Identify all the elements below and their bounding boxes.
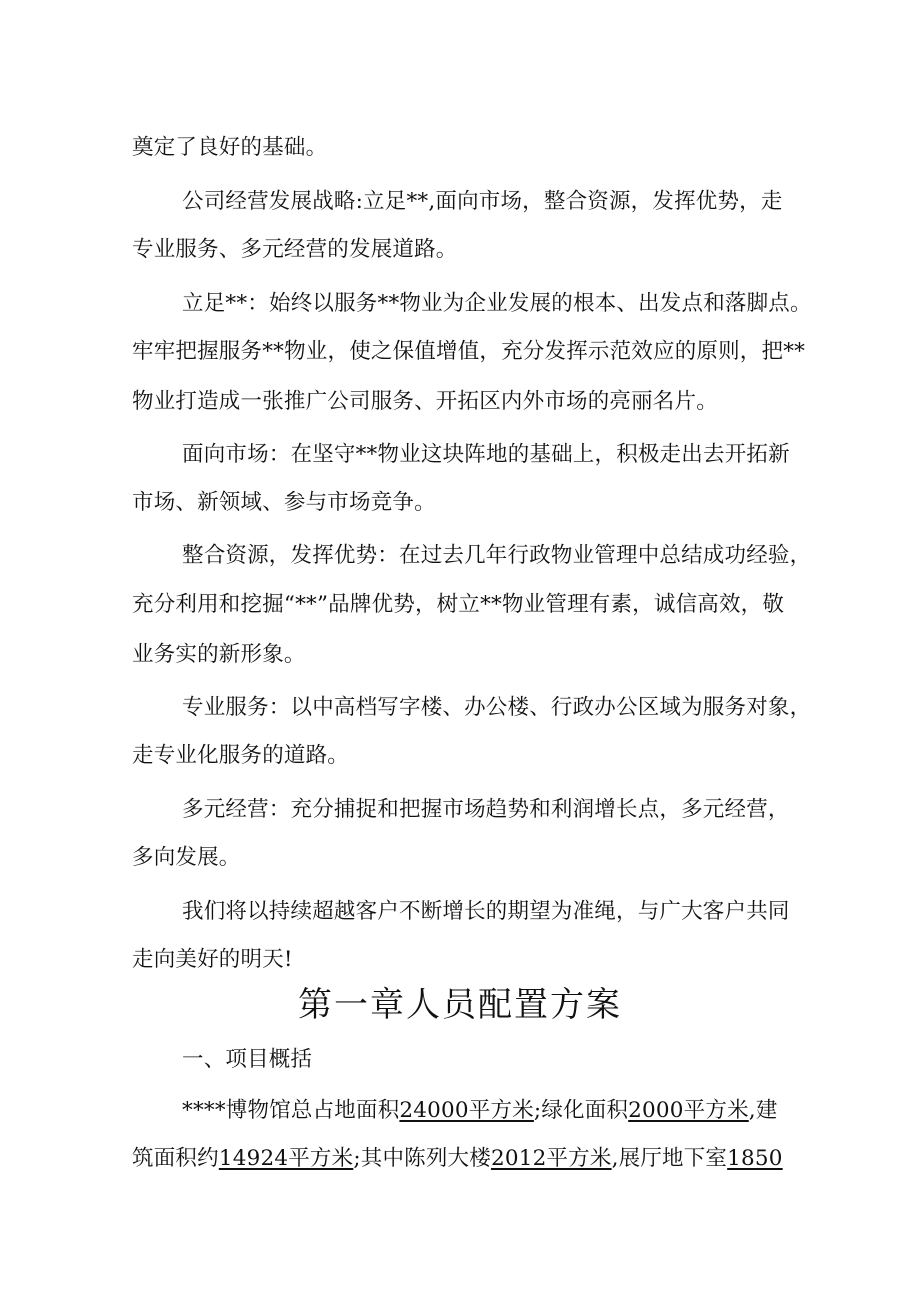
overview-line [132, 1144, 812, 1174]
chapter-title: 第一章人员配置方案 [298, 985, 622, 1025]
paragraph-line: 奠定了良好的基础。 [132, 135, 328, 160]
overview-text: ****博物馆总占地面积 [182, 1098, 400, 1123]
paragraph-line: 专业服务、多元经营的发展道路。 [132, 237, 458, 262]
paragraph-line: 整合资源，发挥优势：在过去几年行政物业管理中总结成功经验， [182, 543, 812, 568]
underlined-value: 2012平方米 [490, 1146, 612, 1171]
section-title: 一、项目概括 [182, 1047, 313, 1072]
paragraph-line: 面向市场：在坚守**物业这块阵地的基础上，积极走出去开拓新 [182, 442, 790, 467]
paragraph-line: 充分利用和挖掘“**”品牌优势，树立**物业管理有素，诚信高效，敬 [132, 592, 785, 617]
underlined-value: 2000平方米 [628, 1098, 749, 1123]
paragraph-line: 物业打造成一张推广公司服务、开拓区内外市场的亮丽名片。 [132, 389, 718, 414]
overview-text: 筑面积约 [132, 1146, 219, 1171]
paragraph-line: 公司经营发展战略:立足**,面向市场，整合资源，发挥优势，走 [182, 189, 783, 214]
paragraph-line: 业务实的新形象。 [132, 642, 306, 667]
overview-text: ,展厅地下室 [611, 1146, 728, 1171]
underlined-value: 1850 [727, 1146, 783, 1171]
paragraph-line: 多向发展。 [132, 845, 241, 870]
paragraph-line: 多元经营：充分捕捉和把握市场趋势和利润增长点，多元经营， [182, 797, 790, 822]
overview-text: ,建 [748, 1098, 778, 1123]
paragraph-line: 走向美好的明天! [132, 947, 293, 972]
paragraph-line: 走专业化服务的道路。 [132, 743, 350, 768]
overview-text: ;绿化面积 [533, 1098, 629, 1123]
overview-line [182, 1096, 792, 1126]
paragraph-line: 牢牢把握服务**物业，使之保值增值，充分发挥示范效应的原则，把** [132, 339, 806, 364]
underlined-value: 24000平方米 [399, 1098, 534, 1123]
underlined-value: 14924平方米 [218, 1146, 354, 1171]
paragraph-line: 立足**：始终以服务**物业为企业发展的根本、出发点和落脚点。 [182, 291, 812, 316]
paragraph-line: 专业服务：以中高档写字楼、办公楼、行政办公区域为服务对象， [182, 695, 812, 720]
paragraph-line: 市场、新领域、参与市场竞争。 [132, 490, 436, 515]
paragraph-line: 我们将以持续超越客户不断增长的期望为准绳，与广大客户共同 [182, 899, 790, 924]
overview-text: ;其中陈列大楼 [353, 1146, 491, 1171]
